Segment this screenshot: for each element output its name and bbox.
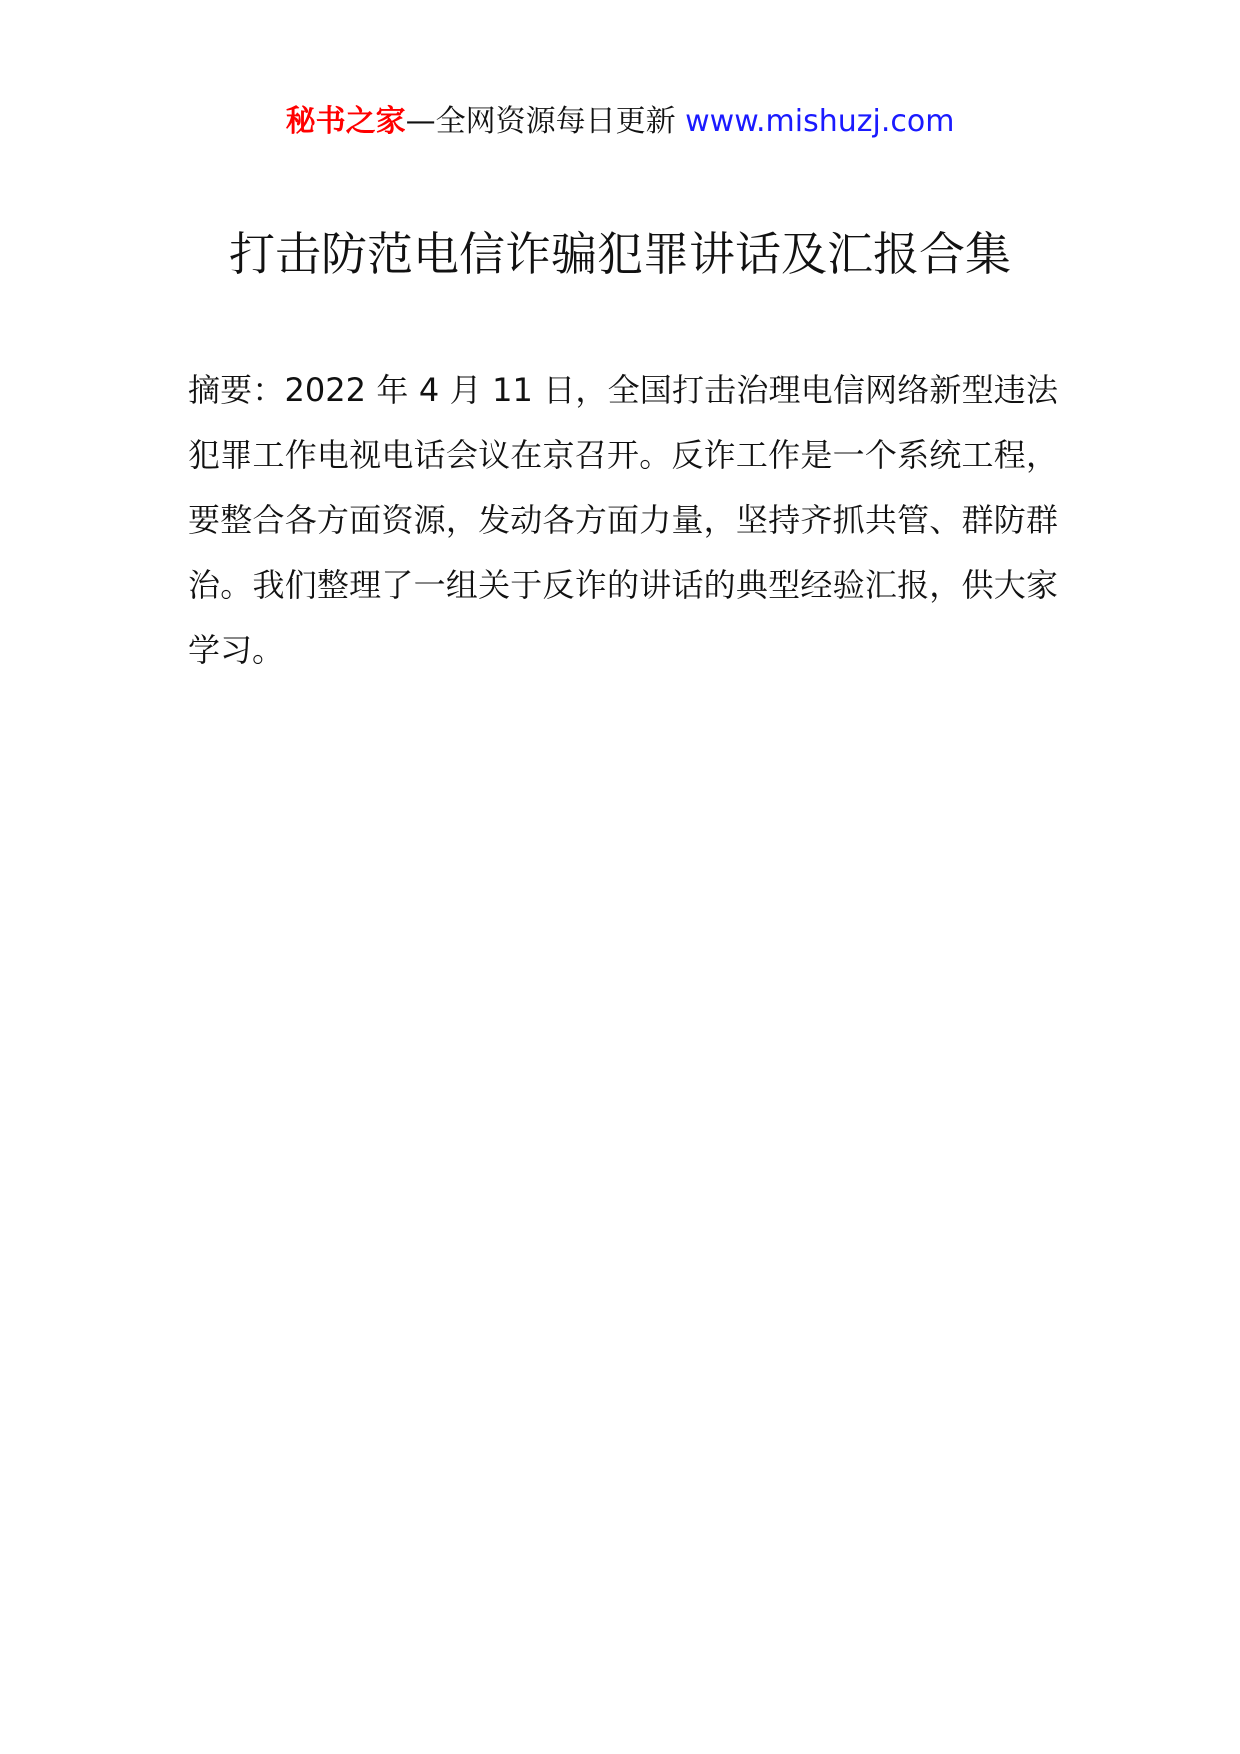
header-tagline: —全网资源每日更新 xyxy=(405,104,686,139)
brand-name: 秘书之家 xyxy=(285,104,406,139)
site-url-link[interactable]: www.mishuzj.com xyxy=(685,104,955,139)
document-abstract: 摘要：2022 年 4 月 11 日，全国打击治理电信网络新型违法犯罪工作电视电话会议在京召开。反诈工作是一个系统工程，要整合各方面资源，发动各方面力量，坚持齐抓共管、群防群治。我们整理了一组关于反诈的讲话的典型经验汇报，供大家学习。 xyxy=(188,371,1058,669)
site-header xyxy=(0,102,1240,142)
document-title: 打击防范电信诈骗犯罪讲话及汇报合集 xyxy=(229,227,1011,281)
